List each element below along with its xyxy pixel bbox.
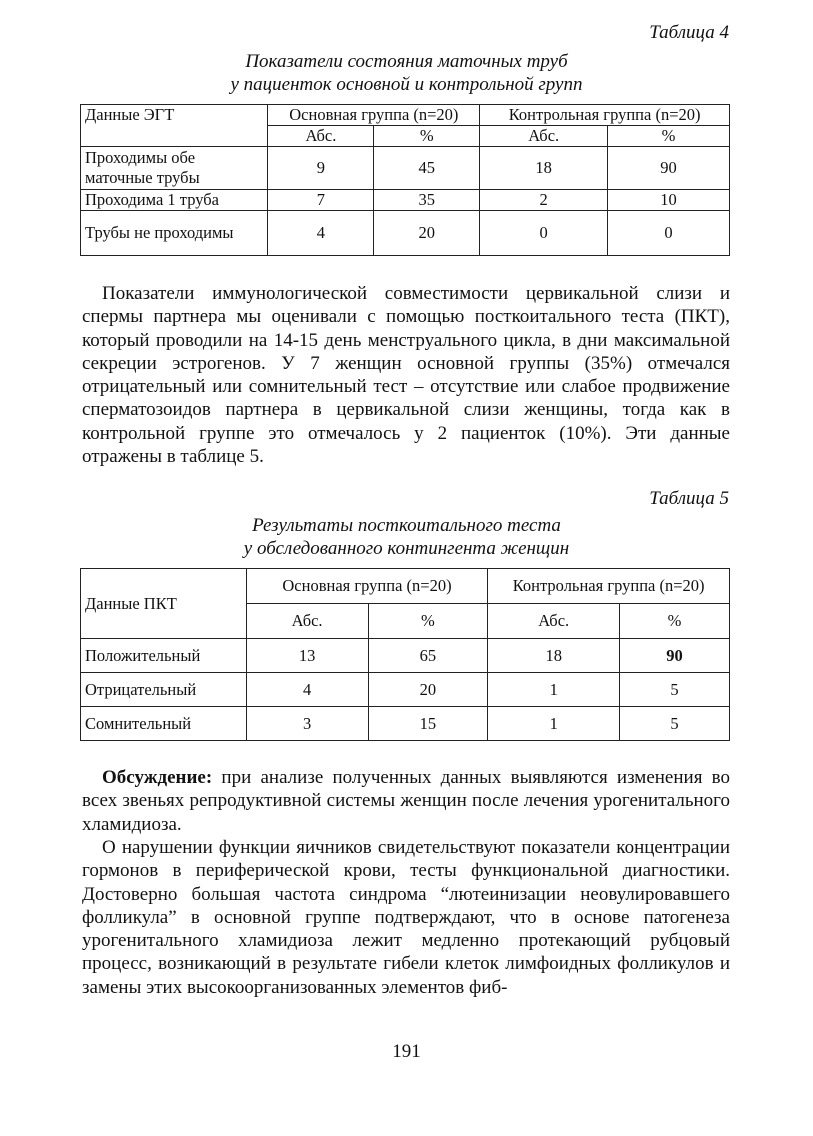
table4-col-abs: Абс.	[480, 126, 608, 147]
table5-col-abs: Абс.	[246, 604, 368, 639]
table-row	[81, 147, 730, 190]
table5-group-main: Основная группа (n=20)	[246, 569, 488, 604]
paragraph-discussion	[82, 766, 730, 836]
table4	[80, 104, 730, 256]
cell-ctrl-abs: 0	[480, 211, 608, 256]
cell-main-abs: 4	[246, 673, 368, 707]
paragraph-ovaries	[82, 836, 730, 999]
table4-caption-line2: у пациенток основной и контрольной групп	[230, 74, 583, 95]
cell-main-pct: 20	[368, 673, 488, 707]
cell-main-abs: 13	[246, 639, 368, 673]
discussion-lead: Обсуждение:	[102, 767, 213, 788]
table4-group-main: Основная группа (n=20)	[268, 105, 480, 126]
cell-main-abs: 7	[268, 190, 374, 211]
cell-main-pct: 20	[374, 211, 480, 256]
paragraph-3-text: О нарушении функции яичников свидетельствуют показатели концентрации гормонов в периферической крови, тесты функциональной диагностики. Достоверно большая частота синдрома “лютеинизации неовулировавшего фолликула” в основной группе подтверждают, что в основе патогенеза урогенитального хламидиоза лежит медленно протекающий рубцовый процесс, возникающий в результате гибели клеток лимфоидных фолликулов и замены этих высокоорганизованных элементов фиб-	[82, 837, 730, 998]
table-row	[81, 673, 730, 707]
cell-ctrl-abs: 1	[488, 673, 620, 707]
table-row	[81, 707, 730, 741]
table5-caption-line1: Результаты посткоитального теста	[252, 515, 561, 536]
table5-group-control: Контрольная группа (n=20)	[488, 569, 730, 604]
table-row	[81, 211, 730, 256]
paragraph-1-text: Показатели иммунологической совместимости цервикальной слизи и спермы партнера мы оценивали с помощью посткоитального теста (ПКТ), который проводили на 14-15 день менструального цикла, в дни максимальной секреции эстрогенов. У 7 женщин основной группы (35%) отмечался отрицательный или сомнительный тест – отсутствие или слабое продвижение сперматозоидов партнера в цервикальной слизи женщины, тогда как в контрольной группе это отмечалось у 2 пациенток (10%). Эти данные отражены в таблице 5.	[82, 283, 730, 468]
table-row	[81, 190, 730, 211]
paragraph-pkt	[82, 282, 730, 468]
cell-ctrl-pct: 0	[608, 211, 730, 256]
table5-caption	[0, 514, 813, 560]
table-row	[81, 639, 730, 673]
cell-ctrl-abs: 18	[488, 639, 620, 673]
table4-row-header: Данные ЭГТ	[81, 105, 268, 147]
cell-main-abs: 3	[246, 707, 368, 741]
table4-col-pct: %	[374, 126, 480, 147]
table4-caption-line1: Показатели состояния маточных труб	[245, 51, 568, 72]
table4-col-abs: Абс.	[268, 126, 374, 147]
cell-ctrl-abs: 18	[480, 147, 608, 190]
cell-ctrl-pct: 90	[608, 147, 730, 190]
table5-label: Таблица 5	[649, 488, 729, 509]
row-label: Сомнительный	[81, 707, 247, 741]
cell-ctrl-pct: 10	[608, 190, 730, 211]
cell-main-abs: 4	[268, 211, 374, 256]
row-label: Отрицательный	[81, 673, 247, 707]
cell-main-abs: 9	[268, 147, 374, 190]
discussion-text: при анализе полученных данных выявляются изменения во всех звеньях репродуктивной системы женщин после лечения урогенитального хламидиоза.	[82, 767, 730, 835]
table5-col-pct: %	[620, 604, 730, 639]
table4-caption	[0, 50, 813, 96]
cell-main-pct: 45	[374, 147, 480, 190]
cell-ctrl-pct: 5	[620, 673, 730, 707]
cell-main-pct: 15	[368, 707, 488, 741]
row-label: Проходима 1 труба	[81, 190, 268, 211]
page-number: 191	[392, 1041, 421, 1062]
table5-col-pct: %	[368, 604, 488, 639]
table5-caption-line2: у обследованного контингента женщин	[243, 538, 570, 559]
row-label: Проходимы обе маточные трубы	[81, 147, 268, 190]
table4-col-pct: %	[608, 126, 730, 147]
cell-ctrl-pct: 5	[620, 707, 730, 741]
row-label: Трубы не проходимы	[81, 211, 268, 256]
table4-label: Таблица 4	[649, 22, 729, 43]
cell-main-pct: 65	[368, 639, 488, 673]
cell-ctrl-abs: 1	[488, 707, 620, 741]
table5-row-header: Данные ПКТ	[81, 569, 247, 639]
table5-col-abs: Абс.	[488, 604, 620, 639]
cell-ctrl-abs: 2	[480, 190, 608, 211]
row-label: Положительный	[81, 639, 247, 673]
table5	[80, 568, 730, 741]
cell-main-pct: 35	[374, 190, 480, 211]
cell-ctrl-pct: 90	[620, 639, 730, 673]
table4-group-control: Контрольная группа (n=20)	[480, 105, 730, 126]
